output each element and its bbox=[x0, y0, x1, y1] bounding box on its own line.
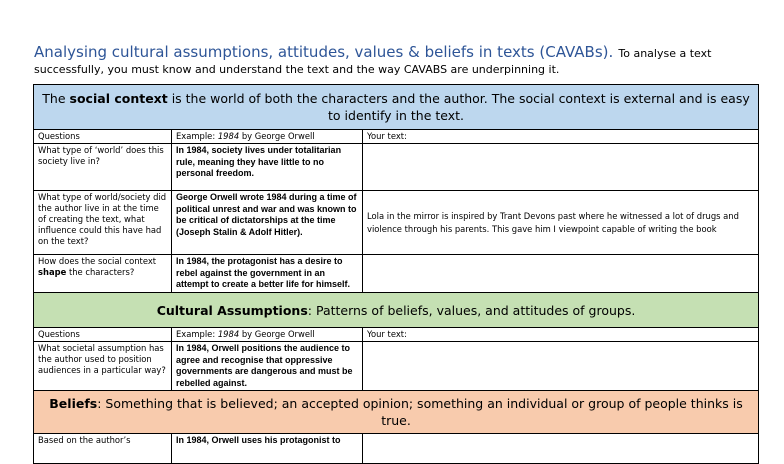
questions-header: Questions bbox=[34, 328, 172, 342]
column-header-row bbox=[34, 328, 759, 342]
answer-cell[interactable] bbox=[363, 342, 759, 391]
table-row bbox=[34, 255, 759, 293]
questions-header: Questions bbox=[34, 130, 172, 144]
example-cell: In 1984, the protagonist has a desire to rebel against the government in an attempt to create a better life for himself. bbox=[172, 255, 363, 293]
cavabs-table bbox=[33, 84, 759, 464]
question-cell: What type of world/society did the author live in at the time of creating the text, what influence could this have had on the text? bbox=[34, 191, 172, 255]
table-row bbox=[34, 342, 759, 391]
column-header-row bbox=[34, 130, 759, 144]
social-context-banner bbox=[34, 85, 759, 130]
table-row bbox=[34, 191, 759, 255]
cultural-assumptions-banner-cell: Cultural Assumptions: Patterns of beliefs, values, and attitudes of groups. bbox=[34, 293, 759, 328]
cultural-assumptions-banner bbox=[34, 293, 759, 328]
beliefs-term: Beliefs bbox=[49, 396, 98, 411]
your-text-header: Your text: bbox=[363, 328, 759, 342]
beliefs-banner bbox=[34, 391, 759, 434]
intro-text-1: To analyse a text bbox=[618, 47, 712, 60]
your-text-header: Your text: bbox=[363, 130, 759, 144]
answer-cell[interactable]: Lola in the mirror is inspired by Trant Devons past where he witnessed a lot of drugs and violence through his parents. This gave him I viewpoint capable of writing the book bbox=[363, 191, 759, 255]
example-cell: In 1984, Orwell uses his protagonist to bbox=[172, 434, 363, 464]
answer-cell[interactable] bbox=[363, 255, 759, 293]
intro-text-2: successfully, you must know and understand the text and the way CAVABS are underpinning it. bbox=[34, 63, 560, 76]
answer-cell[interactable] bbox=[363, 144, 759, 191]
example-cell: George Orwell wrote 1984 during a time of political unrest and war and was known to be critical of dictatorships at the time (Joseph Stalin & Adolf Hitler). bbox=[172, 191, 363, 255]
answer-cell[interactable] bbox=[363, 434, 759, 464]
table-row bbox=[34, 434, 759, 464]
question-cell: What type of ‘world’ does this society live in? bbox=[34, 144, 172, 191]
beliefs-banner-cell: Beliefs: Something that is believed; an accepted opinion; something an individual or group of people thinks is true. bbox=[34, 391, 759, 434]
example-cell: In 1984, society lives under totalitarian rule, meaning they have little to no personal freedom. bbox=[172, 144, 363, 191]
document-title: Analysing cultural assumptions, attitudes, values & beliefs in texts (CAVABs). bbox=[34, 43, 614, 61]
social-context-banner-cell: The social context is the world of both the characters and the author. The social context is external and is easy to identify in the text. bbox=[34, 85, 759, 130]
example-header: Example: 1984 by George Orwell bbox=[172, 328, 363, 342]
document-heading bbox=[34, 44, 774, 78]
social-context-term: social context bbox=[69, 91, 168, 106]
question-cell: What societal assumption has the author used to position audiences in a particular way? bbox=[34, 342, 172, 391]
example-header: Example: 1984 by George Orwell bbox=[172, 130, 363, 144]
question-cell: How does the social context shape the characters? bbox=[34, 255, 172, 293]
table-row bbox=[34, 144, 759, 191]
example-cell: In 1984, Orwell positions the audience to agree and recognise that oppressive governments are dangerous and must be rebelled against. bbox=[172, 342, 363, 391]
cultural-assumptions-term: Cultural Assumptions bbox=[156, 302, 308, 318]
question-cell: Based on the author’s bbox=[34, 434, 172, 464]
